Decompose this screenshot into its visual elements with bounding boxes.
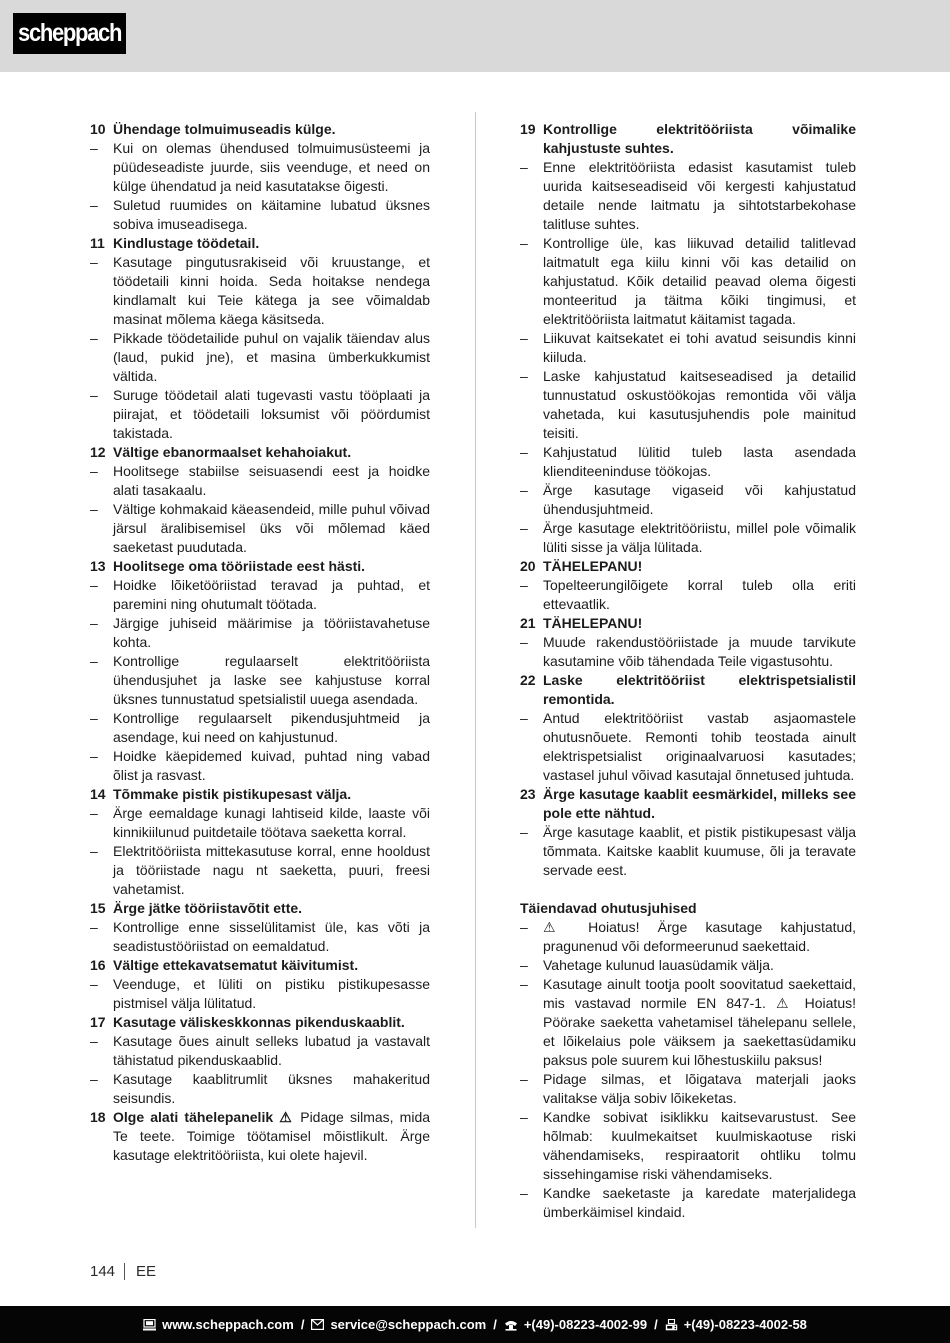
item-number: 21 — [520, 615, 536, 631]
page-footer-separator — [124, 1263, 125, 1280]
bullet-item — [520, 1070, 856, 1108]
item-number: 22 — [520, 672, 536, 688]
safety-item-heading — [90, 1013, 430, 1032]
bullet-text: Ärge kasutage vigaseid või kahjustatud ühendusjuhtmeid. — [543, 482, 856, 517]
bullet-text: Liikuvat kaitsekatet ei tohi avatud seisundis kinni kiiluda. — [543, 330, 856, 365]
bullet-item — [520, 823, 856, 880]
bullet-text: Ärge kasutage elektritööriistu, millel pole võimalik lüliti sisse ja välja lülitada. — [543, 520, 856, 555]
bullet-item — [90, 975, 430, 1013]
bullet-dash: – — [520, 919, 528, 935]
item-number: 23 — [520, 786, 536, 802]
right-column — [520, 120, 856, 1228]
footer-segment-text: +(49)-08223-4002-58 — [683, 1317, 807, 1332]
bullet-item — [90, 614, 430, 652]
language-code: EE — [136, 1263, 157, 1280]
bullet-item — [90, 804, 430, 842]
bullet-text: Kasutage ainult tootja poolt soovitatud saekettaid, mis vastavad normile EN 847-1. ⚠ Hoiatus! Pöörake saeketta vahetamisel tähelepanu sellele, et lõikelaius pole väiksem ja saekettasüdamiku paksus pole suurem kui lõhestuskiilu paksus! — [543, 976, 856, 1068]
bullet-item — [520, 576, 856, 614]
item-number: 11 — [90, 235, 105, 251]
fax-icon — [665, 1319, 678, 1331]
item-title-text: Laske elektritööriist elektrispetsialistil remontida. — [543, 672, 856, 707]
safety-item-heading — [520, 557, 856, 576]
email-icon — [311, 1319, 324, 1330]
bullet-item — [520, 481, 856, 519]
bullet-dash: – — [520, 634, 528, 650]
bullet-dash: – — [520, 824, 528, 840]
item-number: 14 — [90, 786, 106, 802]
bullet-text: ⚠ Hoiatus! Ärge kasutage kahjustatud, pragunenud või deformeerunud saekettaid. — [543, 919, 856, 954]
bullet-text: Vahetage kulunud lauasüdamik välja. — [543, 957, 774, 973]
bullet-item — [90, 1070, 430, 1108]
safety-item-heading — [90, 234, 430, 253]
item-title-text: Olge alati tähelepanelik ⚠ — [113, 1109, 295, 1125]
item-title — [543, 557, 856, 576]
bullet-text: Järgige juhiseid määrimise ja tööriistavahetuse kohta. — [113, 615, 430, 650]
bullet-item — [520, 234, 856, 329]
item-title-text: TÄHELEPANU! — [543, 558, 643, 574]
bullet-item — [520, 1108, 856, 1184]
item-title — [113, 443, 430, 462]
bullet-item — [90, 196, 430, 234]
bullet-text: Elektritööriista mittekasutuse korral, enne hooldust ja tööriistade nagu nt saeketta, puuri, freesi vahetamist. — [113, 843, 430, 897]
bullet-text: Topelteerungilõigete korral tuleb olla eriti ettevaatlik. — [543, 577, 856, 612]
bullet-dash: – — [90, 805, 98, 821]
bullet-text: Hoolitsege stabiilse seisuasendi eest ja hoidke alati tasakaalu. — [113, 463, 430, 498]
bullet-dash: – — [90, 387, 98, 403]
bullet-dash: – — [90, 330, 98, 346]
bullet-item — [90, 709, 430, 747]
bullet-dash: – — [520, 577, 528, 593]
bullet-item — [90, 329, 430, 386]
item-title-text: Tõmmake pistik pistikupesast välja. — [113, 786, 352, 802]
item-number: 17 — [90, 1014, 106, 1030]
bullet-text: Vältige kohmakaid käeasendeid, mille puhul võivad järsul äralibisemisel üks või mõlemad käed saeketast puudutada. — [113, 501, 430, 555]
bullet-item — [520, 918, 856, 956]
item-number: 13 — [90, 558, 106, 574]
bullet-text: Kahjustatud lülitid tuleb lasta asendada klienditeeninduse töökojas. — [543, 444, 856, 479]
item-title-text: Vältige ebanormaalset kehahoiakut. — [113, 444, 352, 460]
item-title — [113, 1013, 430, 1032]
item-number: 15 — [90, 900, 106, 916]
bullet-dash: – — [520, 235, 528, 251]
bullet-text: Kontrollige regulaarselt pikendusjuhtmeid ja asendage, kui need on kahjustunud. — [113, 710, 430, 745]
bullet-dash: – — [90, 197, 98, 213]
bullet-dash: – — [520, 482, 528, 498]
footer-segment-text: +(49)-08223-4002-99 — [523, 1317, 648, 1332]
safety-item-heading — [90, 899, 430, 918]
footer-segment-text: www.scheppach.com — [162, 1317, 294, 1332]
item-title — [543, 614, 856, 633]
bullet-item — [520, 633, 856, 671]
bullet-text: Kontrollige regulaarselt elektritööriista ühendusjuhet ja laske see kahjustuse korral üksnes tunnustatud spetsialistil uuega asendada. — [113, 653, 430, 707]
safety-item-heading — [520, 671, 856, 709]
bullet-text: Suruge töödetail alati tugevasti vastu tööplaati ja piirajat, et töödetaili loksumist või pöördumist takistada. — [113, 387, 430, 441]
bullet-item — [90, 918, 430, 956]
item-title — [113, 956, 430, 975]
item-title — [113, 899, 430, 918]
bullet-item — [90, 139, 430, 196]
bullet-dash: – — [520, 368, 528, 384]
bullet-item — [520, 158, 856, 234]
bullet-dash: – — [90, 843, 98, 859]
footer-segment — [143, 1317, 294, 1332]
item-number: 12 — [90, 444, 106, 460]
safety-item-heading — [90, 443, 430, 462]
bullet-item — [90, 500, 430, 557]
safety-item-heading — [90, 1108, 430, 1165]
bullet-text: Hoidke lõiketööriistad teravad ja puhtad, et paremini ning ohutumalt töötada. — [113, 577, 430, 612]
bullet-dash: – — [520, 957, 528, 973]
footer-separator: / — [300, 1317, 305, 1332]
bullet-text: Kontrollige üle, kas liikuvad detailid talitlevad laitmatult ega kiilu kinni või kas detailid on kahjustatud. Kõik detailid peavad olema õigesti monteeritud ja täitma kõiki tingimusi, et elektritööriista laitmatut käitamist tagada. — [543, 235, 856, 327]
bullet-item — [90, 842, 430, 899]
bullet-text: Pikkade töödetailide puhul on vajalik täiendav alus (laud, pukid jne), et masina ümberkukkumist vältida. — [113, 330, 430, 384]
item-title-text: Vältige ettekavatsematut käivitumist. — [113, 957, 359, 973]
footer-segment-text: service@scheppach.com — [330, 1317, 487, 1332]
bullet-text: Hoidke käepidemed kuivad, puhtad ning vabad õlist ja rasvast. — [113, 748, 430, 783]
bullet-item — [90, 576, 430, 614]
bullet-dash: – — [520, 330, 528, 346]
bullet-dash: – — [90, 976, 98, 992]
bullet-item — [90, 652, 430, 709]
safety-item-heading — [520, 614, 856, 633]
bullet-dash: – — [520, 1185, 528, 1201]
item-title-text: Kasutage väliskeskkonnas pikenduskaablit. — [113, 1014, 405, 1030]
item-title-text: Ühendage tolmuimuseadis külge. — [113, 121, 336, 137]
item-title-text: Kindlustage töödetail. — [113, 235, 260, 251]
footer-segment — [504, 1317, 647, 1332]
item-title-text: Hoolitsege oma tööriistade eest hästi. — [113, 558, 366, 574]
bullet-dash: – — [90, 919, 98, 935]
item-title-continuation: Pidage silmas, mida Te teete. Toimige töötamisel mõistlikult. Ärge kasutage elektritööriista, kui olete hajevil. — [113, 1109, 431, 1163]
bullet-text: Ärge kasutage kaablit, et pistik pistikupesast välja tõmmata. Kaitske kaablit kuumuse, õli ja teravate servade eest. — [543, 824, 856, 878]
item-title-text: Kontrollige elektritööriista võimalike kahjustuste suhtes. — [543, 121, 856, 156]
bullet-text: Kasutage pingutusrakiseid või kruustange, et töödetaili kinni hoida. Seda hoitakse nendega kindlamalt kui Teie kätega ja see võimaldab masinat mõlema käega käsitseda. — [113, 254, 430, 327]
safety-item-heading — [90, 557, 430, 576]
bullet-item — [90, 747, 430, 785]
bullet-item — [520, 709, 856, 785]
header-band — [0, 0, 950, 72]
bullet-text: Kasutage kaablitrumlit üksnes mahakeritud seisundis. — [113, 1071, 430, 1106]
footer-segment — [665, 1317, 807, 1332]
safety-item-heading — [90, 956, 430, 975]
bullet-dash: – — [520, 710, 528, 726]
item-number: 18 — [90, 1109, 106, 1125]
bullet-dash: – — [90, 615, 98, 631]
item-title — [113, 785, 430, 804]
column-divider — [475, 112, 476, 1228]
item-title — [113, 120, 430, 139]
footer-separator: / — [654, 1317, 658, 1332]
bullet-text: Kandke sobivat isiklikku kaitsevarustust. See hõlmab: kuulmekaitset kuulmiskaotuse riski vähendamiseks, respiraatorit ohtliku tolmu sissehingamise riski vähendamiseks. — [543, 1109, 856, 1182]
contact-footer-bar — [0, 1306, 950, 1343]
bullet-item — [520, 367, 856, 443]
bullet-item — [520, 443, 856, 481]
page-content — [0, 120, 950, 1228]
bullet-dash: – — [90, 710, 98, 726]
footer-separator: / — [493, 1317, 497, 1332]
item-title — [543, 785, 856, 823]
phone-icon — [504, 1319, 518, 1331]
safety-item-heading — [90, 785, 430, 804]
computer-icon — [143, 1319, 156, 1331]
item-title — [113, 557, 430, 576]
bullet-text: Ärge eemaldage kunagi lahtiseid kilde, laaste või kinnikiilunud puitdetaile töötava saeketta korral. — [113, 805, 430, 840]
bullet-dash: – — [90, 577, 98, 593]
item-title-text: Ärge kasutage kaablit eesmärkidel, milleks see pole ette nähtud. — [543, 786, 856, 821]
bullet-dash: – — [520, 976, 528, 992]
footer-segment — [311, 1317, 486, 1332]
bullet-item — [90, 386, 430, 443]
page-number: 144 — [90, 1263, 116, 1280]
bullet-dash: – — [90, 653, 98, 669]
bullet-item — [90, 1032, 430, 1070]
bullet-text: Veenduge, et lüliti on pistiku pistikupesasse pistmisel välja lülitatud. — [113, 976, 430, 1011]
item-title-text: TÄHELEPANU! — [543, 615, 643, 631]
left-column — [90, 120, 430, 1228]
bullet-text: Laske kahjustatud kaitseseadised ja detailid tunnustatud oskustöökojas remontida või välja vahetada, kui kasutusjuhendis pole mainitud teisiti. — [543, 368, 856, 441]
bullet-dash: – — [520, 520, 528, 536]
bullet-item — [520, 329, 856, 367]
bullet-text: Kui on olemas ühendused tolmuimusüsteemi ja püüdeseadiste juurde, siis veenduge, et need on külge ühendatud ja neid kasutatakse õigesti. — [113, 140, 430, 194]
safety-item-heading — [520, 120, 856, 158]
bullet-dash: – — [90, 254, 98, 270]
bullet-text: Kandke saeketaste ja karedate materjalidega ümberkäimisel kindaid. — [543, 1185, 856, 1220]
safety-item-heading — [520, 785, 856, 823]
page-footer — [90, 1263, 156, 1280]
bullet-dash: – — [90, 463, 98, 479]
bullet-text: Enne elektritööriista edasist kasutamist tuleb uurida kaitseseadiseid või kergesti kahjustatud detaile nende laitmatu ja sihtotstarbekohase talitluse suhtes. — [543, 159, 856, 232]
item-title — [113, 1108, 430, 1165]
item-number: 19 — [520, 121, 536, 137]
bullet-item — [520, 519, 856, 557]
bullet-text: Muude rakendustööriistade ja muude tarvikute kasutamine võib tähendada Teile vigastusohtu. — [543, 634, 856, 669]
item-title — [543, 671, 856, 709]
bullet-item — [520, 975, 856, 1070]
bullet-text: Kasutage õues ainult selleks lubatud ja vastavalt tähistatud pikenduskaablid. — [113, 1033, 430, 1068]
bullet-dash: – — [90, 1071, 98, 1087]
scheppach-logo-text: scheppach — [17, 19, 122, 47]
bullet-dash: – — [520, 1109, 528, 1125]
column-gap — [430, 120, 520, 1228]
scheppach-logo — [13, 13, 126, 54]
bullet-item — [90, 253, 430, 329]
bullet-item — [520, 956, 856, 975]
item-number: 16 — [90, 957, 106, 973]
bullet-dash: – — [90, 748, 98, 764]
bullet-item — [520, 1184, 856, 1222]
bullet-text: Antud elektritööriist vastab asjaomastele ohutusnõuete. Remonti tohib teostada ainult elektrispetsialist originaalvaruosi kasutades; vastasel juhul võivad kasutajal õnnetused juhtuda. — [543, 710, 856, 783]
item-title — [113, 234, 430, 253]
bullet-dash: – — [90, 140, 98, 156]
bullet-text: Suletud ruumides on käitamine lubatud üksnes sobiva imuseadisega. — [113, 197, 430, 232]
bullet-item — [90, 462, 430, 500]
bullet-dash: – — [90, 501, 98, 517]
bullet-text: Pidage silmas, et lõigatava materjali jaoks valitakse välja sobiv lõikeketas. — [543, 1071, 856, 1106]
item-title — [543, 120, 856, 158]
section-heading: Täiendavad ohutusjuhised — [520, 900, 697, 916]
item-number: 10 — [90, 121, 106, 137]
safety-item-heading — [90, 120, 430, 139]
bullet-dash: – — [520, 1071, 528, 1087]
bullet-dash: – — [520, 159, 528, 175]
bullet-dash: – — [90, 1033, 98, 1049]
bullet-dash: – — [520, 444, 528, 460]
item-title-text: Ärge jätke tööriistavõtit ette. — [113, 900, 303, 916]
item-number: 20 — [520, 558, 536, 574]
bullet-text: Kontrollige enne sisselülitamist üle, kas võti ja seadistustööriistad on eemaldatud. — [113, 919, 430, 954]
